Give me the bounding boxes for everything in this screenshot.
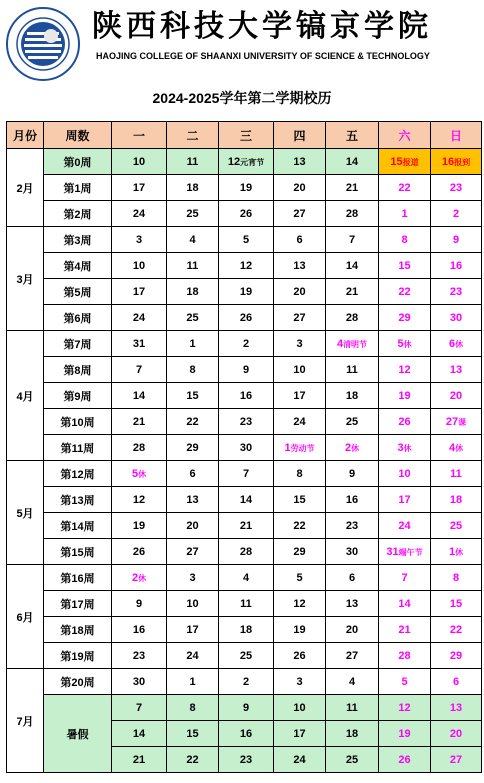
week-label: 暑假: [44, 695, 112, 773]
day-cell: 30: [326, 539, 379, 565]
school-name-cn: 陕西科技大学镐京学院: [92, 9, 432, 44]
day-cell: 26: [219, 201, 274, 227]
day-cell: 22: [379, 175, 431, 201]
day-cell: 17: [167, 617, 219, 643]
day-cell: 9: [112, 591, 167, 617]
day-cell: 21: [112, 409, 167, 435]
week-label: 第2周: [44, 201, 112, 227]
day-cell: 8: [379, 227, 431, 253]
day-cell: 17: [112, 279, 167, 305]
week-label: 第18周: [44, 617, 112, 643]
day-cell: 30: [112, 669, 167, 695]
day-cell: 18: [326, 721, 379, 747]
day-cell: 16: [219, 383, 274, 409]
day-cell: 8: [274, 461, 326, 487]
day-cell: 4: [167, 227, 219, 253]
day-cell: 2: [219, 331, 274, 357]
week-label: 第8周: [44, 357, 112, 383]
day-cell: 16: [326, 487, 379, 513]
day-cell: 18: [167, 279, 219, 305]
day-cell: 24: [167, 643, 219, 669]
day-cell: 7: [379, 565, 431, 591]
month-column-header: 月份: [7, 122, 44, 149]
day-cell: 14: [112, 721, 167, 747]
day-cell: 19: [219, 175, 274, 201]
day-cell: 18: [219, 617, 274, 643]
day-cell: 21: [326, 279, 379, 305]
month-label: 3月: [7, 227, 44, 331]
month-label: 7月: [7, 669, 44, 773]
day-cell: 26: [219, 305, 274, 331]
day-cell: 9: [431, 227, 482, 253]
day-cell: 1休: [431, 539, 482, 565]
day-cell: 15: [167, 721, 219, 747]
week-label: 第20周: [44, 669, 112, 695]
day-cell: 22: [167, 747, 219, 773]
day-cell: 20: [431, 721, 482, 747]
day-cell: 28: [379, 643, 431, 669]
day-cell: 5: [274, 565, 326, 591]
day-cell: 28: [326, 305, 379, 331]
day-cell: 29: [167, 435, 219, 461]
day-cell: 10: [274, 357, 326, 383]
day-cell: 22: [379, 279, 431, 305]
day-cell: 17: [274, 721, 326, 747]
day-cell: 29: [431, 643, 482, 669]
day-cell: 7: [112, 695, 167, 721]
day-cell: 6休: [431, 331, 482, 357]
day-cell: 12: [219, 253, 274, 279]
day-cell: 12: [379, 357, 431, 383]
calendar-week-row: [7, 409, 482, 435]
day-cell: 13: [274, 253, 326, 279]
day-header-tue: 二: [167, 122, 219, 149]
calendar-week-row: [7, 175, 482, 201]
week-label: 第19周: [44, 643, 112, 669]
day-cell: 26: [112, 539, 167, 565]
day-cell: 19: [219, 279, 274, 305]
day-cell: 17: [274, 383, 326, 409]
day-cell: 16报到: [431, 149, 482, 175]
day-cell: 26: [379, 747, 431, 773]
day-cell: 8: [167, 357, 219, 383]
day-cell: 26: [379, 409, 431, 435]
calendar-week-row: [7, 461, 482, 487]
day-cell: 2休: [112, 565, 167, 591]
day-cell: 29: [274, 539, 326, 565]
calendar-week-row: [7, 201, 482, 227]
day-cell: 9: [219, 357, 274, 383]
month-label: 6月: [7, 565, 44, 669]
day-cell: 25: [326, 409, 379, 435]
day-cell: 20: [431, 383, 482, 409]
week-label: 第3周: [44, 227, 112, 253]
school-logo-icon: [5, 6, 81, 82]
day-header-thu: 四: [274, 122, 326, 149]
calendar-week-row: [7, 279, 482, 305]
day-cell: 1: [167, 331, 219, 357]
day-cell: 15报道: [379, 149, 431, 175]
day-cell: 14: [379, 591, 431, 617]
day-cell: 1: [167, 669, 219, 695]
day-cell: 1劳动节: [274, 435, 326, 461]
day-header-sun: 日: [431, 122, 482, 149]
day-cell: 27: [274, 305, 326, 331]
day-cell: 18: [167, 175, 219, 201]
day-cell: 7: [326, 227, 379, 253]
week-label: 第6周: [44, 305, 112, 331]
day-cell: 31端午节: [379, 539, 431, 565]
calendar-week-row: [7, 539, 482, 565]
day-cell: 6: [431, 669, 482, 695]
day-cell: 22: [431, 617, 482, 643]
day-cell: 29: [379, 305, 431, 331]
day-cell: 16: [219, 721, 274, 747]
day-cell: 13: [274, 149, 326, 175]
day-cell: 12: [112, 487, 167, 513]
day-cell: 11: [167, 253, 219, 279]
day-cell: 13: [431, 695, 482, 721]
calendar-week-row: [7, 227, 482, 253]
day-cell: 11: [326, 357, 379, 383]
week-column-header: 周数: [44, 122, 112, 149]
calendar-week-row: [7, 513, 482, 539]
week-label: 第1周: [44, 175, 112, 201]
day-cell: 1: [379, 201, 431, 227]
calendar-week-row: [7, 383, 482, 409]
day-cell: 19: [274, 617, 326, 643]
day-cell: 28: [112, 435, 167, 461]
calendar-body: [7, 149, 482, 773]
day-cell: 15: [431, 591, 482, 617]
calendar-header-row: [7, 122, 482, 149]
day-cell: 2休: [326, 435, 379, 461]
day-cell: 15: [274, 487, 326, 513]
day-cell: 23: [431, 279, 482, 305]
day-cell: 25: [431, 513, 482, 539]
day-header-sat: 六: [379, 122, 431, 149]
day-cell: 4: [326, 669, 379, 695]
day-cell: 11: [167, 149, 219, 175]
day-cell: 25: [326, 747, 379, 773]
day-cell: 17: [112, 175, 167, 201]
week-label: 第12周: [44, 461, 112, 487]
day-cell: 20: [274, 175, 326, 201]
day-cell: 21: [112, 747, 167, 773]
calendar-week-row: [7, 669, 482, 695]
day-cell: 19: [379, 721, 431, 747]
week-label: 第16周: [44, 565, 112, 591]
calendar-week-row: [7, 305, 482, 331]
day-cell: 9: [219, 695, 274, 721]
day-cell: 15: [379, 253, 431, 279]
day-cell: 18: [431, 487, 482, 513]
week-label: 第14周: [44, 513, 112, 539]
day-cell: 30: [431, 305, 482, 331]
day-cell: 14: [219, 487, 274, 513]
day-cell: 3: [112, 227, 167, 253]
day-cell: 17: [379, 487, 431, 513]
day-cell: 20: [326, 617, 379, 643]
day-cell: 2: [219, 669, 274, 695]
calendar-week-row: [7, 487, 482, 513]
calendar-week-row: [7, 643, 482, 669]
day-cell: 21: [379, 617, 431, 643]
day-cell: 4: [219, 565, 274, 591]
day-cell: 11: [326, 695, 379, 721]
day-cell: 9: [326, 461, 379, 487]
day-cell: 20: [274, 279, 326, 305]
school-header: [0, 0, 484, 80]
calendar-week-row: [7, 149, 482, 175]
day-cell: 19: [379, 383, 431, 409]
day-cell: 16: [112, 617, 167, 643]
day-cell: 31: [112, 331, 167, 357]
day-cell: 10: [274, 695, 326, 721]
week-label: 第10周: [44, 409, 112, 435]
day-header-mon: 一: [112, 122, 167, 149]
day-cell: 24: [379, 513, 431, 539]
week-label: 第4周: [44, 253, 112, 279]
day-cell: 16: [431, 253, 482, 279]
month-label: 4月: [7, 331, 44, 461]
day-cell: 24: [274, 409, 326, 435]
day-cell: 24: [112, 201, 167, 227]
day-cell: 7: [112, 357, 167, 383]
day-cell: 3: [167, 565, 219, 591]
day-cell: 3休: [379, 435, 431, 461]
school-calendar-table: [6, 121, 482, 773]
calendar-week-row: [7, 253, 482, 279]
day-cell: 5: [219, 227, 274, 253]
day-cell: 30: [219, 435, 274, 461]
day-cell: 21: [326, 175, 379, 201]
day-cell: 21: [219, 513, 274, 539]
day-cell: 12: [379, 695, 431, 721]
day-cell: 13: [326, 591, 379, 617]
day-cell: 8: [167, 695, 219, 721]
day-cell: 8: [431, 565, 482, 591]
day-cell: 23: [431, 175, 482, 201]
day-cell: 22: [274, 513, 326, 539]
calendar-week-row: [7, 591, 482, 617]
day-cell: 27: [167, 539, 219, 565]
calendar-week-row: [7, 695, 482, 721]
week-label: 第15周: [44, 539, 112, 565]
day-cell: 10: [112, 253, 167, 279]
day-cell: 28: [219, 539, 274, 565]
day-cell: 7: [219, 461, 274, 487]
day-cell: 27: [431, 747, 482, 773]
day-cell: 5休: [112, 461, 167, 487]
calendar-title: 2024-2025学年第二学期校历: [152, 90, 332, 106]
day-header-wed: 三: [219, 122, 274, 149]
day-cell: 10: [167, 591, 219, 617]
day-cell: 4清明节: [326, 331, 379, 357]
day-cell: 24: [274, 747, 326, 773]
week-label: 第17周: [44, 591, 112, 617]
week-label: 第13周: [44, 487, 112, 513]
day-cell: 3: [274, 331, 326, 357]
calendar-week-row: [7, 357, 482, 383]
day-cell: 19: [112, 513, 167, 539]
week-label: 第0周: [44, 149, 112, 175]
week-label: 第11周: [44, 435, 112, 461]
day-cell: 11: [431, 461, 482, 487]
day-cell: 26: [274, 643, 326, 669]
day-cell: 24: [112, 305, 167, 331]
day-cell: 14: [326, 253, 379, 279]
month-label: 5月: [7, 461, 44, 565]
week-label: 第9周: [44, 383, 112, 409]
day-cell: 2: [431, 201, 482, 227]
calendar-week-row: [7, 435, 482, 461]
day-cell: 13: [431, 357, 482, 383]
day-cell: 27: [326, 643, 379, 669]
calendar-week-row: [7, 617, 482, 643]
day-cell: 28: [326, 201, 379, 227]
calendar-week-row: [7, 331, 482, 357]
day-cell: 25: [167, 305, 219, 331]
day-cell: 12元宵节: [219, 149, 274, 175]
day-cell: 12: [274, 591, 326, 617]
day-cell: 27: [274, 201, 326, 227]
day-cell: 23: [326, 513, 379, 539]
day-cell: 13: [167, 487, 219, 513]
day-header-fri: 五: [326, 122, 379, 149]
day-cell: 6: [274, 227, 326, 253]
week-label: 第7周: [44, 331, 112, 357]
week-label: 第5周: [44, 279, 112, 305]
calendar-week-row: [7, 565, 482, 591]
month-label: 2月: [7, 149, 44, 227]
day-cell: 23: [219, 409, 274, 435]
day-cell: 14: [112, 383, 167, 409]
day-cell: 3: [274, 669, 326, 695]
day-cell: 22: [167, 409, 219, 435]
day-cell: 4休: [431, 435, 482, 461]
day-cell: 10: [112, 149, 167, 175]
day-cell: 5休: [379, 331, 431, 357]
day-cell: 27课: [431, 409, 482, 435]
school-name-en: HAOJING COLLEGE OF SHAANXI UNIVERSITY OF SCIENCE & TECHNOLOGY: [96, 51, 430, 61]
day-cell: 10: [379, 461, 431, 487]
day-cell: 25: [219, 643, 274, 669]
day-cell: 23: [219, 747, 274, 773]
day-cell: 6: [326, 565, 379, 591]
day-cell: 20: [167, 513, 219, 539]
day-cell: 11: [219, 591, 274, 617]
day-cell: 6: [167, 461, 219, 487]
day-cell: 25: [167, 201, 219, 227]
day-cell: 23: [112, 643, 167, 669]
day-cell: 15: [167, 383, 219, 409]
day-cell: 14: [326, 149, 379, 175]
day-cell: 18: [326, 383, 379, 409]
day-cell: 5: [379, 669, 431, 695]
